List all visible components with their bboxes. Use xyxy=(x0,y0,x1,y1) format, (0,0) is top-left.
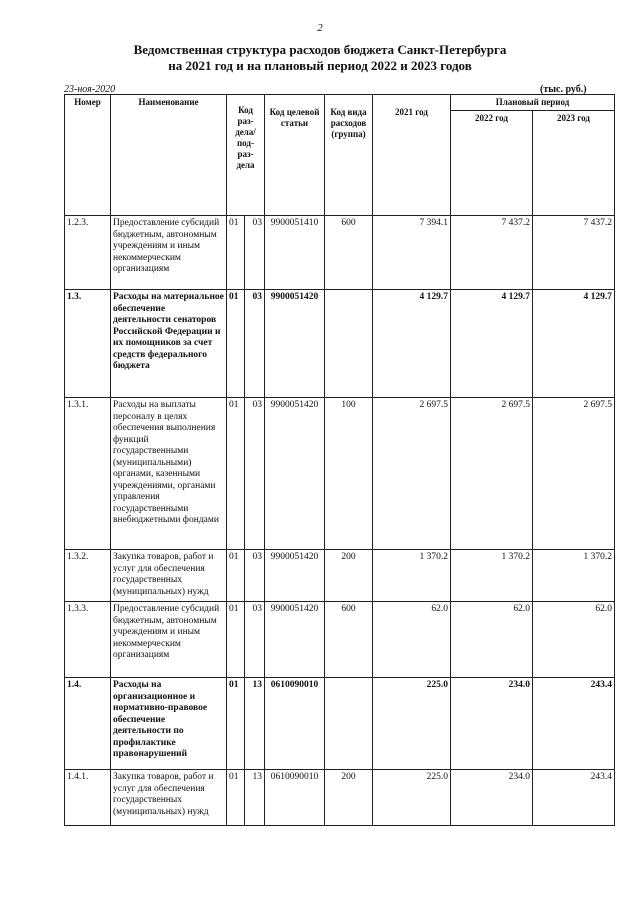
cell-name: Расходы на материальное обеспечение деятельности сенаторов Российской Федерации и их помощников за счет средств федерального бюджета xyxy=(111,290,227,398)
cell-razdel: 01 xyxy=(227,770,245,826)
header-2022: 2022 год xyxy=(451,111,533,216)
cell-podrazdel: 03 xyxy=(245,550,265,602)
table-row xyxy=(65,290,615,398)
cell-podrazdel: 03 xyxy=(245,602,265,678)
page-number: 2 xyxy=(317,22,323,34)
cell-vid: 600 xyxy=(325,216,373,290)
header-plan-period: Плановый период xyxy=(451,95,615,111)
cell-name: Расходы на организационное и нормативно-правовое обеспечение деятельности по профилактике правонарушений xyxy=(111,678,227,770)
cell-podrazdel: 03 xyxy=(245,398,265,550)
header-razdel: Код раз- дела/ под- раз- дела xyxy=(227,95,265,216)
cell-2022: 2 697.5 xyxy=(451,398,533,550)
cell-number: 1.4. xyxy=(65,678,111,770)
header-target: Код целевой статьи xyxy=(265,95,325,216)
header-2023: 2023 год xyxy=(533,111,615,216)
cell-podrazdel: 13 xyxy=(245,770,265,826)
header-number: Номер xyxy=(65,95,111,216)
cell-name: Предоставление субсидий бюджетным, автономным учреждениям и иным некоммерческим организациям xyxy=(111,216,227,290)
cell-razdel: 01 xyxy=(227,290,245,398)
cell-vid: 200 xyxy=(325,550,373,602)
cell-podrazdel: 03 xyxy=(245,290,265,398)
cell-2021: 2 697.5 xyxy=(373,398,451,550)
cell-name: Закупка товаров, работ и услуг для обеспечения государственных (муниципальных) нужд xyxy=(111,550,227,602)
budget-table xyxy=(64,94,615,826)
table-row xyxy=(65,602,615,678)
cell-target: 9900051410 xyxy=(265,216,325,290)
title-line-1: Ведомственная структура расходов бюджета Санкт-Петербурга xyxy=(133,42,507,57)
title-line-2: на 2021 год и на плановый период 2022 и 2023 годов xyxy=(168,58,472,73)
table-row xyxy=(65,770,615,826)
cell-vid: 200 xyxy=(325,770,373,826)
cell-2022: 4 129.7 xyxy=(451,290,533,398)
cell-name: Расходы на выплаты персоналу в целях обеспечения выполнения функций государственными (муниципальными) органами, казенными учреждениями, органами управления государственными внебюджетными фондами xyxy=(111,398,227,550)
table-header xyxy=(65,95,615,216)
cell-2021: 62.0 xyxy=(373,602,451,678)
cell-number: 1.3.1. xyxy=(65,398,111,550)
cell-2022: 1 370.2 xyxy=(451,550,533,602)
table-row xyxy=(65,398,615,550)
cell-2021: 1 370.2 xyxy=(373,550,451,602)
cell-razdel: 01 xyxy=(227,216,245,290)
cell-2023: 62.0 xyxy=(533,602,615,678)
cell-target: 9900051420 xyxy=(265,602,325,678)
document-title xyxy=(0,42,640,74)
cell-target: 9900051420 xyxy=(265,290,325,398)
cell-razdel: 01 xyxy=(227,398,245,550)
cell-2021: 4 129.7 xyxy=(373,290,451,398)
cell-name: Закупка товаров, работ и услуг для обеспечения государственных (муниципальных) нужд xyxy=(111,770,227,826)
cell-2023: 7 437.2 xyxy=(533,216,615,290)
cell-2023: 243.4 xyxy=(533,770,615,826)
cell-target: 0610090010 xyxy=(265,770,325,826)
cell-vid xyxy=(325,678,373,770)
header-2021: 2021 год xyxy=(373,95,451,216)
cell-2023: 2 697.5 xyxy=(533,398,615,550)
cell-2023: 4 129.7 xyxy=(533,290,615,398)
cell-vid xyxy=(325,290,373,398)
cell-2021: 7 394.1 xyxy=(373,216,451,290)
cell-2023: 1 370.2 xyxy=(533,550,615,602)
cell-number: 1.4.1. xyxy=(65,770,111,826)
cell-2021: 225.0 xyxy=(373,770,451,826)
cell-2023: 243.4 xyxy=(533,678,615,770)
cell-2022: 62.0 xyxy=(451,602,533,678)
units-label: (тыс. руб.) xyxy=(540,84,587,95)
cell-2022: 234.0 xyxy=(451,770,533,826)
cell-razdel: 01 xyxy=(227,678,245,770)
header-name: Наименование xyxy=(111,95,227,216)
cell-razdel: 01 xyxy=(227,550,245,602)
table-row xyxy=(65,678,615,770)
cell-vid: 600 xyxy=(325,602,373,678)
table-body xyxy=(65,216,615,826)
cell-target: 9900051420 xyxy=(265,398,325,550)
cell-podrazdel: 03 xyxy=(245,216,265,290)
cell-number: 1.3.3. xyxy=(65,602,111,678)
cell-number: 1.3.2. xyxy=(65,550,111,602)
cell-name: Предоставление субсидий бюджетным, автономным учреждениям и иным некоммерческим организациям xyxy=(111,602,227,678)
cell-2022: 234.0 xyxy=(451,678,533,770)
cell-2022: 7 437.2 xyxy=(451,216,533,290)
cell-target: 9900051420 xyxy=(265,550,325,602)
cell-vid: 100 xyxy=(325,398,373,550)
cell-number: 1.2.3. xyxy=(65,216,111,290)
header-vid: Код вида расходов (группа) xyxy=(325,95,373,216)
cell-razdel: 01 xyxy=(227,602,245,678)
cell-target: 0610090010 xyxy=(265,678,325,770)
cell-podrazdel: 13 xyxy=(245,678,265,770)
cell-number: 1.3. xyxy=(65,290,111,398)
table-row xyxy=(65,216,615,290)
table-row xyxy=(65,550,615,602)
document-date: 23-ноя-2020 xyxy=(64,84,116,95)
cell-2021: 225.0 xyxy=(373,678,451,770)
